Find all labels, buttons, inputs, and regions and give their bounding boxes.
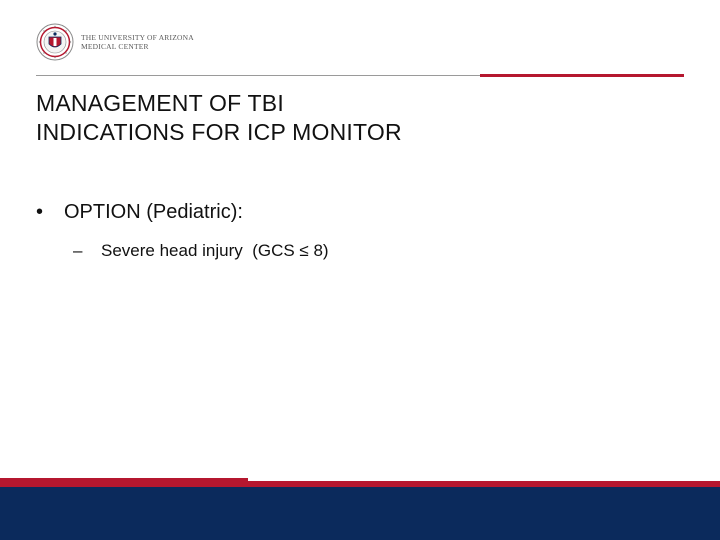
university-seal-icon — [36, 23, 74, 61]
slide-title-line-2: INDICATIONS FOR ICP MONITOR — [36, 119, 402, 145]
bullet-item — [36, 200, 243, 224]
footer-blue-band — [0, 487, 720, 540]
logo-line-1: THE UNIVERSITY OF ARIZONA — [81, 33, 194, 42]
logo-text — [81, 33, 194, 51]
slide-title — [36, 89, 402, 147]
logo-line-2: MEDICAL CENTER — [81, 42, 149, 51]
sub-bullet-item — [73, 240, 329, 262]
university-logo — [36, 22, 194, 62]
header-accent-bar — [480, 74, 684, 77]
bullet-marker: • — [36, 201, 44, 223]
bullet-text: OPTION (Pediatric): — [64, 201, 243, 223]
header-divider — [36, 75, 480, 76]
sub-bullet-marker: – — [73, 241, 83, 260]
sub-bullet-text: Severe head injury (GCS ≤ 8) — [101, 241, 329, 260]
slide-title-line-1: MANAGEMENT OF TBI — [36, 90, 284, 116]
